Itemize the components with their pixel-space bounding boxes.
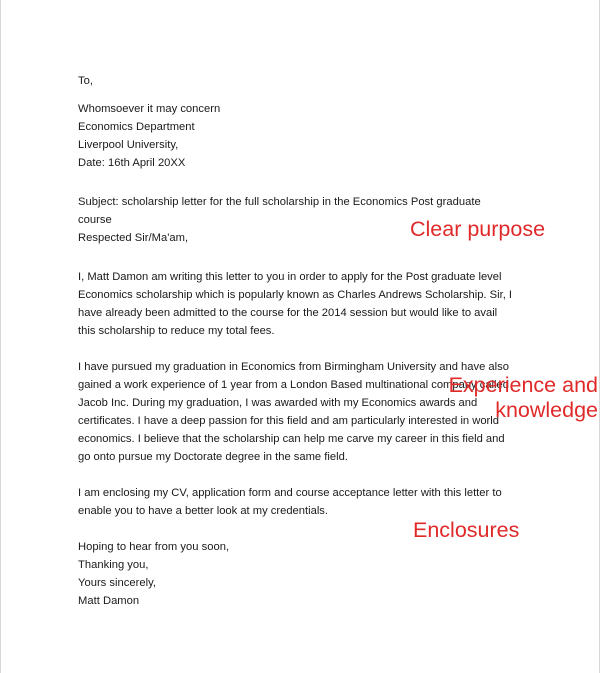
signature-name: Matt Damon <box>78 595 140 607</box>
address-line-department: Economics Department <box>78 121 195 133</box>
body-paragraph-3: I am enclosing my CV, application form and course acceptance letter with this letter to enable you to have a better look at my credentials. <box>78 487 502 517</box>
spacer <box>78 340 514 358</box>
subject-line: Subject: scholarship letter for the full scholarship in the Economics Post graduate course <box>78 196 481 226</box>
body-paragraph-1: I, Matt Damon am writing this letter to you in order to apply for the Post graduate level Economics scholarship which is popularly known as Charles Andrews Scholarship. Sir, I have already been admitted to the course for the 2014 session but would like to avail this scholarship to reduce my total fees. <box>78 271 513 337</box>
spacer <box>78 90 514 100</box>
spacer <box>78 172 514 193</box>
spacer <box>78 247 514 268</box>
annotation-experience-and-knowledge: Experience and knowledge <box>448 373 598 422</box>
closing-block <box>78 538 514 610</box>
spacer <box>78 466 514 484</box>
address-line-recipient: Whomsoever it may concern <box>78 103 221 115</box>
annotation-clear-purpose: Clear purpose <box>410 217 546 241</box>
address-to-line: To, <box>78 75 93 87</box>
closing-line-sincerely: Yours sincerely, <box>78 577 157 589</box>
annotation-enclosures: Enclosures <box>413 518 520 542</box>
body-paragraph-2: I have pursued my graduation in Economics from Birmingham University and have also gained a work experience of 1 year from a London Based multinational company called Jacob Inc. During my graduation, I was awarded with my Economics awards and certificates. I have a deep passion for this field and am particularly interested in world economics. I believe that the scholarship can help me carve my career in this field and go onto pursue my Doctorate degree in the same field. <box>78 361 509 463</box>
closing-line-hoping: Hoping to hear from you soon, <box>78 541 230 553</box>
address-line-date: Date: 16th April 20XX <box>78 157 186 169</box>
address-line-university: Liverpool University, <box>78 139 179 151</box>
closing-line-thanking: Thanking you, <box>78 559 149 571</box>
greeting-line: Respected Sir/Ma'am, <box>78 232 189 244</box>
address-block <box>78 72 514 172</box>
